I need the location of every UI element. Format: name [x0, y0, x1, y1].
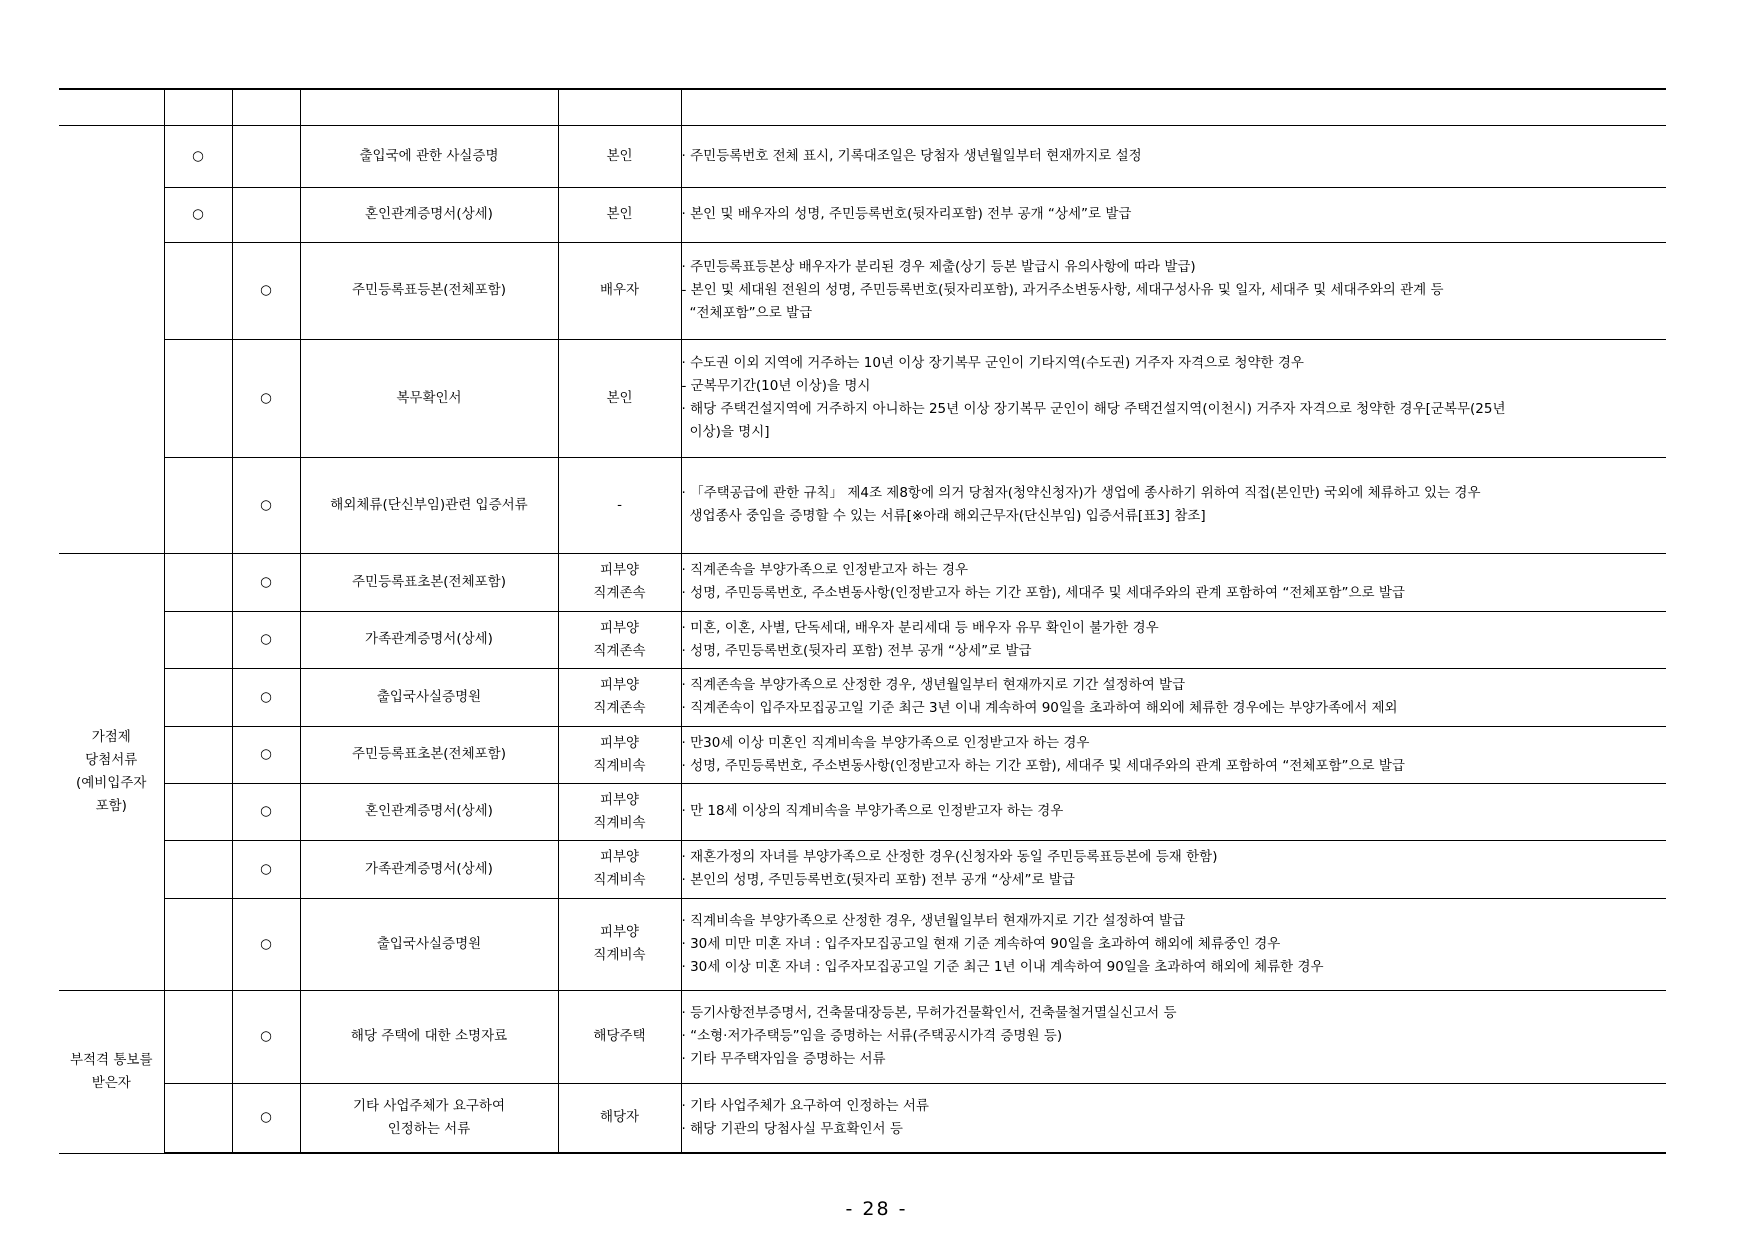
notes-cell [681, 1083, 1666, 1153]
header-cell [681, 89, 1666, 125]
note-line: · 기타 무주택자임을 증명하는 서류 [681, 1051, 886, 1067]
note-line: · 수도권 이외 지역에 거주하는 10년 이상 장기복무 군인이 기타지역(수도권) 거주자 자격으로 청약한 경우 [681, 355, 1304, 371]
document-name: 해외체류(단신부임)관련 입증서류 [300, 457, 558, 553]
note-line: 이상)을 명시] [689, 424, 770, 440]
note-line: · 만30세 이상 미혼인 직계비속을 부양가족으로 인정받고자 하는 경우 [681, 734, 1090, 751]
circle-mark: ○ [232, 457, 300, 553]
document-name: 혼인관계증명서(상세) [300, 187, 558, 242]
circle-mark: ○ [232, 1083, 300, 1153]
circle-mark: ○ [232, 611, 300, 668]
empty-mark-cell [164, 990, 232, 1083]
note-line: · 주민등록표등본상 배우자가 분리된 경우 제출(상기 등본 발급시 유의사항에 따라 발급) [681, 259, 1196, 275]
target-person: 피부양 직계존속 [558, 553, 681, 611]
empty-mark-cell [232, 125, 300, 187]
documents-table [59, 88, 1666, 1154]
note-line: · 주민등록번호 전체 표시, 기록대조일은 당첨자 생년월일부터 현재까지로 설정 [681, 147, 1142, 164]
circle-mark: ○ [232, 840, 300, 898]
empty-mark-cell [164, 668, 232, 726]
note-line: · 해당 주택건설지역에 거주하지 아니하는 25년 이상 장기복무 군인이 해당 주택건설지역(이천시) 거주자 자격으로 청약한 경우[군복무(25년 [681, 401, 1506, 417]
circle-mark: ○ [232, 898, 300, 990]
table-row [59, 990, 1666, 1083]
table-row [59, 898, 1666, 990]
note-line: · 직계존속을 부양가족으로 산정한 경우, 생년월일부터 현재까지로 기간 설정하여 발급 [681, 677, 1186, 693]
note-line: 생업종사 중임을 증명할 수 있는 서류[※아래 해외근무자(단신부임) 입증서류[표3] 참조] [689, 508, 1206, 524]
note-line: · 재혼가정의 자녀를 부양가족으로 산정한 경우(신청자와 동일 주민등록표등본에 등재 한함) [681, 849, 1218, 865]
note-line: · 성명, 주민등록번호, 주소변동사항(인정받고자 하는 기간 포함), 세대주 및 세대주와의 관계 포함하여 “전체포함”으로 발급 [681, 757, 1405, 774]
notes-cell [681, 783, 1666, 840]
target-person: 피부양 직계존속 [558, 611, 681, 668]
category-label-ineligible: 부적격 통보를 받은자 [59, 990, 164, 1153]
document-name: 주민등록표등본(전체포함) [300, 242, 558, 339]
target-person: 본인 [558, 125, 681, 187]
circle-mark: ○ [232, 553, 300, 611]
table-row [59, 726, 1666, 783]
note-line: - 군복무기간(10년 이상)을 명시 [681, 378, 871, 394]
table-row [59, 553, 1666, 611]
note-line: · 성명, 주민등록번호, 주소변동사항(인정받고자 하는 기간 포함), 세대주 및 세대주와의 관계 포함하여 “전체포함”으로 발급 [681, 585, 1405, 601]
document-name: 기타 사업주체가 요구하여 인정하는 서류 [300, 1083, 558, 1153]
document-name: 주민등록표초본(전체포함) [300, 553, 558, 611]
note-line: “전체포함”으로 발급 [689, 305, 813, 321]
empty-mark-cell [164, 553, 232, 611]
table-row [59, 457, 1666, 553]
target-person: - [558, 457, 681, 553]
circle-mark: ○ [164, 187, 232, 242]
note-line: · 미혼, 이혼, 사별, 단독세대, 배우자 분리세대 등 배우자 유무 확인이 불가한 경우 [681, 619, 1159, 636]
document-name: 혼인관계증명서(상세) [300, 783, 558, 840]
header-cell [558, 89, 681, 125]
notes-cell [681, 611, 1666, 668]
header-cell [164, 89, 232, 125]
note-line: · 기타 사업주체가 요구하여 인정하는 서류 [681, 1097, 929, 1114]
target-person: 본인 [558, 187, 681, 242]
note-line: · 직계존속을 부양가족으로 인정받고자 하는 경우 [681, 562, 969, 578]
category-cell [59, 125, 164, 553]
note-line: · 해당 기관의 당첨사실 무효확인서 등 [681, 1120, 903, 1137]
table-header-row [59, 89, 1666, 125]
note-line: · 「주택공급에 관한 규칙」 제4조 제8항에 의거 당첨자(청약신청자)가 생업에 종사하기 위하여 직접(본인만) 국외에 체류하고 있는 경우 [681, 485, 1481, 501]
empty-mark-cell [164, 840, 232, 898]
notes-cell [681, 898, 1666, 990]
target-person: 배우자 [558, 242, 681, 339]
header-cell [232, 89, 300, 125]
note-line: · “소형·저가주택등”임을 증명하는 서류(주택공시가격 증명원 등) [681, 1028, 1063, 1044]
target-person: 해당주택 [558, 990, 681, 1083]
document-name: 가족관계증명서(상세) [300, 840, 558, 898]
page-number: - 28 - [845, 1198, 908, 1220]
document-name: 가족관계증명서(상세) [300, 611, 558, 668]
document-name: 출입국사실증명원 [300, 668, 558, 726]
target-person: 본인 [558, 339, 681, 457]
note-line: · 본인의 성명, 주민등록번호(뒷자리 포함) 전부 공개 “상세”로 발급 [681, 872, 1075, 888]
target-person: 피부양 직계비속 [558, 726, 681, 783]
note-line: · 30세 이상 미혼 자녀 : 입주자모집공고일 기준 최근 1년 이내 계속하여 90일을 초과하여 해외에 체류한 경우 [681, 958, 1324, 975]
header-cell [59, 89, 164, 125]
circle-mark: ○ [232, 339, 300, 457]
table-row [59, 1083, 1666, 1153]
empty-mark-cell [164, 898, 232, 990]
table-row [59, 840, 1666, 898]
circle-mark: ○ [164, 125, 232, 187]
target-person: 피부양 직계비속 [558, 840, 681, 898]
empty-mark-cell [164, 242, 232, 339]
empty-mark-cell [164, 783, 232, 840]
note-line: · 직계존속이 입주자모집공고일 기준 최근 3년 이내 계속하여 90일을 초과하여 해외에 체류한 경우에는 부양가족에서 제외 [681, 700, 1398, 716]
empty-mark-cell [164, 611, 232, 668]
note-line: - 본인 및 세대원 전원의 성명, 주민등록번호(뒷자리포함), 과거주소변동사항, 세대구성사유 및 일자, 세대주 및 세대주와의 관계 등 [681, 282, 1444, 298]
target-person: 피부양 직계존속 [558, 668, 681, 726]
empty-mark-cell [164, 457, 232, 553]
table-row [59, 783, 1666, 840]
notes-cell [681, 668, 1666, 726]
note-line: · 만 18세 이상의 직계비속을 부양가족으로 인정받고자 하는 경우 [681, 803, 1064, 819]
table-row [59, 125, 1666, 187]
empty-mark-cell [164, 726, 232, 783]
circle-mark: ○ [232, 668, 300, 726]
document-name: 해당 주택에 대한 소명자료 [300, 990, 558, 1083]
notes-cell [681, 125, 1666, 187]
document-name: 출입국에 관한 사실증명 [300, 125, 558, 187]
notes-cell [681, 840, 1666, 898]
note-line: · 30세 미만 미혼 자녀 : 입주자모집공고일 현재 기준 계속하여 90일을 초과하여 해외에 체류중인 경우 [681, 935, 1281, 952]
empty-mark-cell [164, 339, 232, 457]
note-line: · 등기사항전부증명서, 건축물대장등본, 무허가건물확인서, 건축물철거멸실신고서 등 [681, 1005, 1177, 1021]
table-row [59, 668, 1666, 726]
notes-cell [681, 990, 1666, 1083]
table-row [59, 187, 1666, 242]
table-row [59, 242, 1666, 339]
empty-mark-cell [232, 187, 300, 242]
notes-cell [681, 553, 1666, 611]
table-row [59, 339, 1666, 457]
note-line: · 성명, 주민등록번호(뒷자리 포함) 전부 공개 “상세”로 발급 [681, 642, 1032, 659]
notes-cell [681, 726, 1666, 783]
note-line: · 직계비속을 부양가족으로 산정한 경우, 생년월일부터 현재까지로 기간 설정하여 발급 [681, 912, 1186, 929]
notes-cell [681, 339, 1666, 457]
target-person: 피부양 직계비속 [558, 898, 681, 990]
category-label-points: 가점제 당첨서류 (예비입주자 포함) [59, 553, 164, 990]
document-name: 복무확인서 [300, 339, 558, 457]
table-row [59, 611, 1666, 668]
document-name: 출입국사실증명원 [300, 898, 558, 990]
circle-mark: ○ [232, 990, 300, 1083]
notes-cell [681, 457, 1666, 553]
target-person: 피부양 직계비속 [558, 783, 681, 840]
empty-mark-cell [164, 1083, 232, 1153]
note-line: · 본인 및 배우자의 성명, 주민등록번호(뒷자리포함) 전부 공개 “상세”로 발급 [681, 206, 1132, 222]
target-person: 해당자 [558, 1083, 681, 1153]
circle-mark: ○ [232, 726, 300, 783]
document-name: 주민등록표초본(전체포함) [300, 726, 558, 783]
circle-mark: ○ [232, 242, 300, 339]
notes-cell [681, 187, 1666, 242]
header-cell [300, 89, 558, 125]
circle-mark: ○ [232, 783, 300, 840]
notes-cell [681, 242, 1666, 339]
